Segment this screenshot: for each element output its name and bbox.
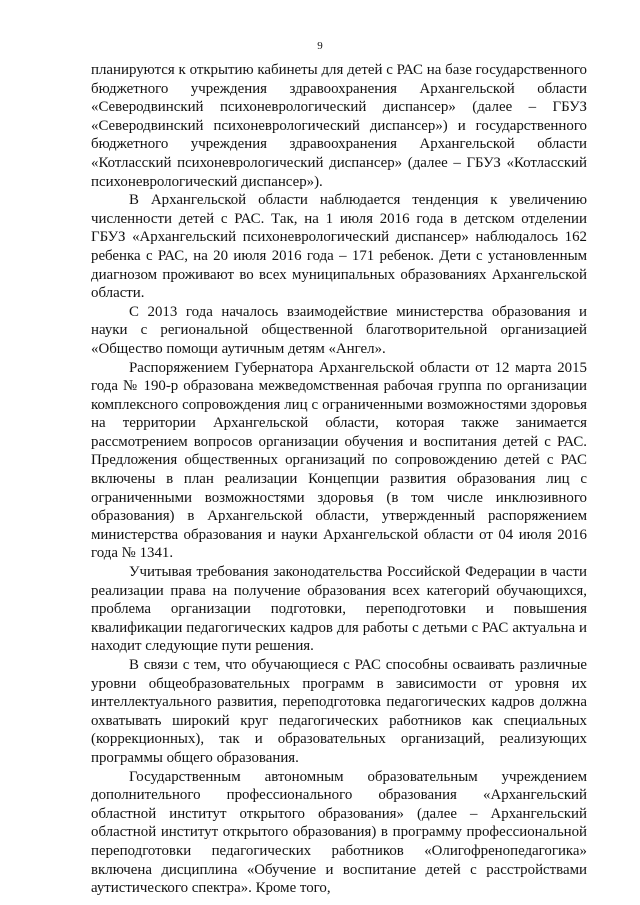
- paragraph-angel-cooperation: С 2013 года началось взаимодействие министерства образования и науки с региональной общественной благотворительной организацией «Общество помощи аутичным детям «Ангел».: [91, 303, 587, 357]
- paragraph-governor-order: Распоряжением Губернатора Архангельской области от 12 марта 2015 года № 190-р образована межведомственная рабочая группа по организации комплексного сопровождения лиц с ограниченными возможностями здоровья на территории Архангельской области, которая также занимается рассмотрением вопросов организации обучения и воспитания детей с РАС. Предложения общественных организаций по сопровождению детей с РАС включены в план реализации Концепции развития образования лиц с ограниченными возможностями здоровья (в том числе инклюзивного образования) в Архангельской области, утвержденный распоряжением министерства образования и науки Архангельской области от 04 июля 2016 года № 1341.: [91, 359, 587, 562]
- paragraph-continuation: планируются к открытию кабинеты для детей с РАС на базе государственного бюджетного учреждения здравоохранения Архангельской области «Северодвинский психоневрологический диспансер» (далее – ГБУЗ «Северодвинский психоневрологический диспансер») и государственного бюджетного учреждения здравоохранения Архангельской области «Котласский психоневрологический диспансер» (далее – ГБУЗ «Котласский психоневрологический диспансер»).: [91, 62, 587, 190]
- paragraph-legislation: Учитывая требования законодательства Российской Федерации в части реализации права на получение образования всех категорий обучающихся, проблема организации подготовки, переподготовки и повышения квалификации педагогических кадров для работы с детьми с РАС актуальна и находит следующие пути решения.: [91, 564, 587, 655]
- page-number: 9: [317, 40, 323, 52]
- paragraph-ras-growth: В Архангельской области наблюдается тенденция к увеличению численности детей с РАС. Так, на 1 июля 2016 года в детском отделении ГБУЗ «Архангельский психоневрологический диспансер» наблюдалось 162 ребенка с РАС, на 20 июля 2016 года – 171 ребенок. Дети с установленным диагнозом проживают во всех муниципальных образованиях Архангельской области.: [91, 192, 587, 302]
- paragraph-institute-program: Государственным автономным образовательным учреждением дополнительного профессионального образования «Архангельский областной институт открытого образования» (далее – Архангельский областной институт открытого образования) в программу профессиональной переподготовки педагогических работников «Олигофренопедагогика» включена дисциплина «Обучение и воспитание детей с расстройствами аутистического спектра». Кроме того,: [91, 768, 587, 897]
- document-body: [91, 61, 587, 898]
- paragraph-education-levels: В связи с тем, что обучающиеся с РАС способны осваивать различные уровни общеобразовательных программ в зависимости от уровня их интеллектуального развития, переподготовка педагогических кадров должна охватывать широкий круг педагогических работников как специальных (коррекционных), так и образовательных организаций, реализующих программы общего образования.: [91, 657, 587, 766]
